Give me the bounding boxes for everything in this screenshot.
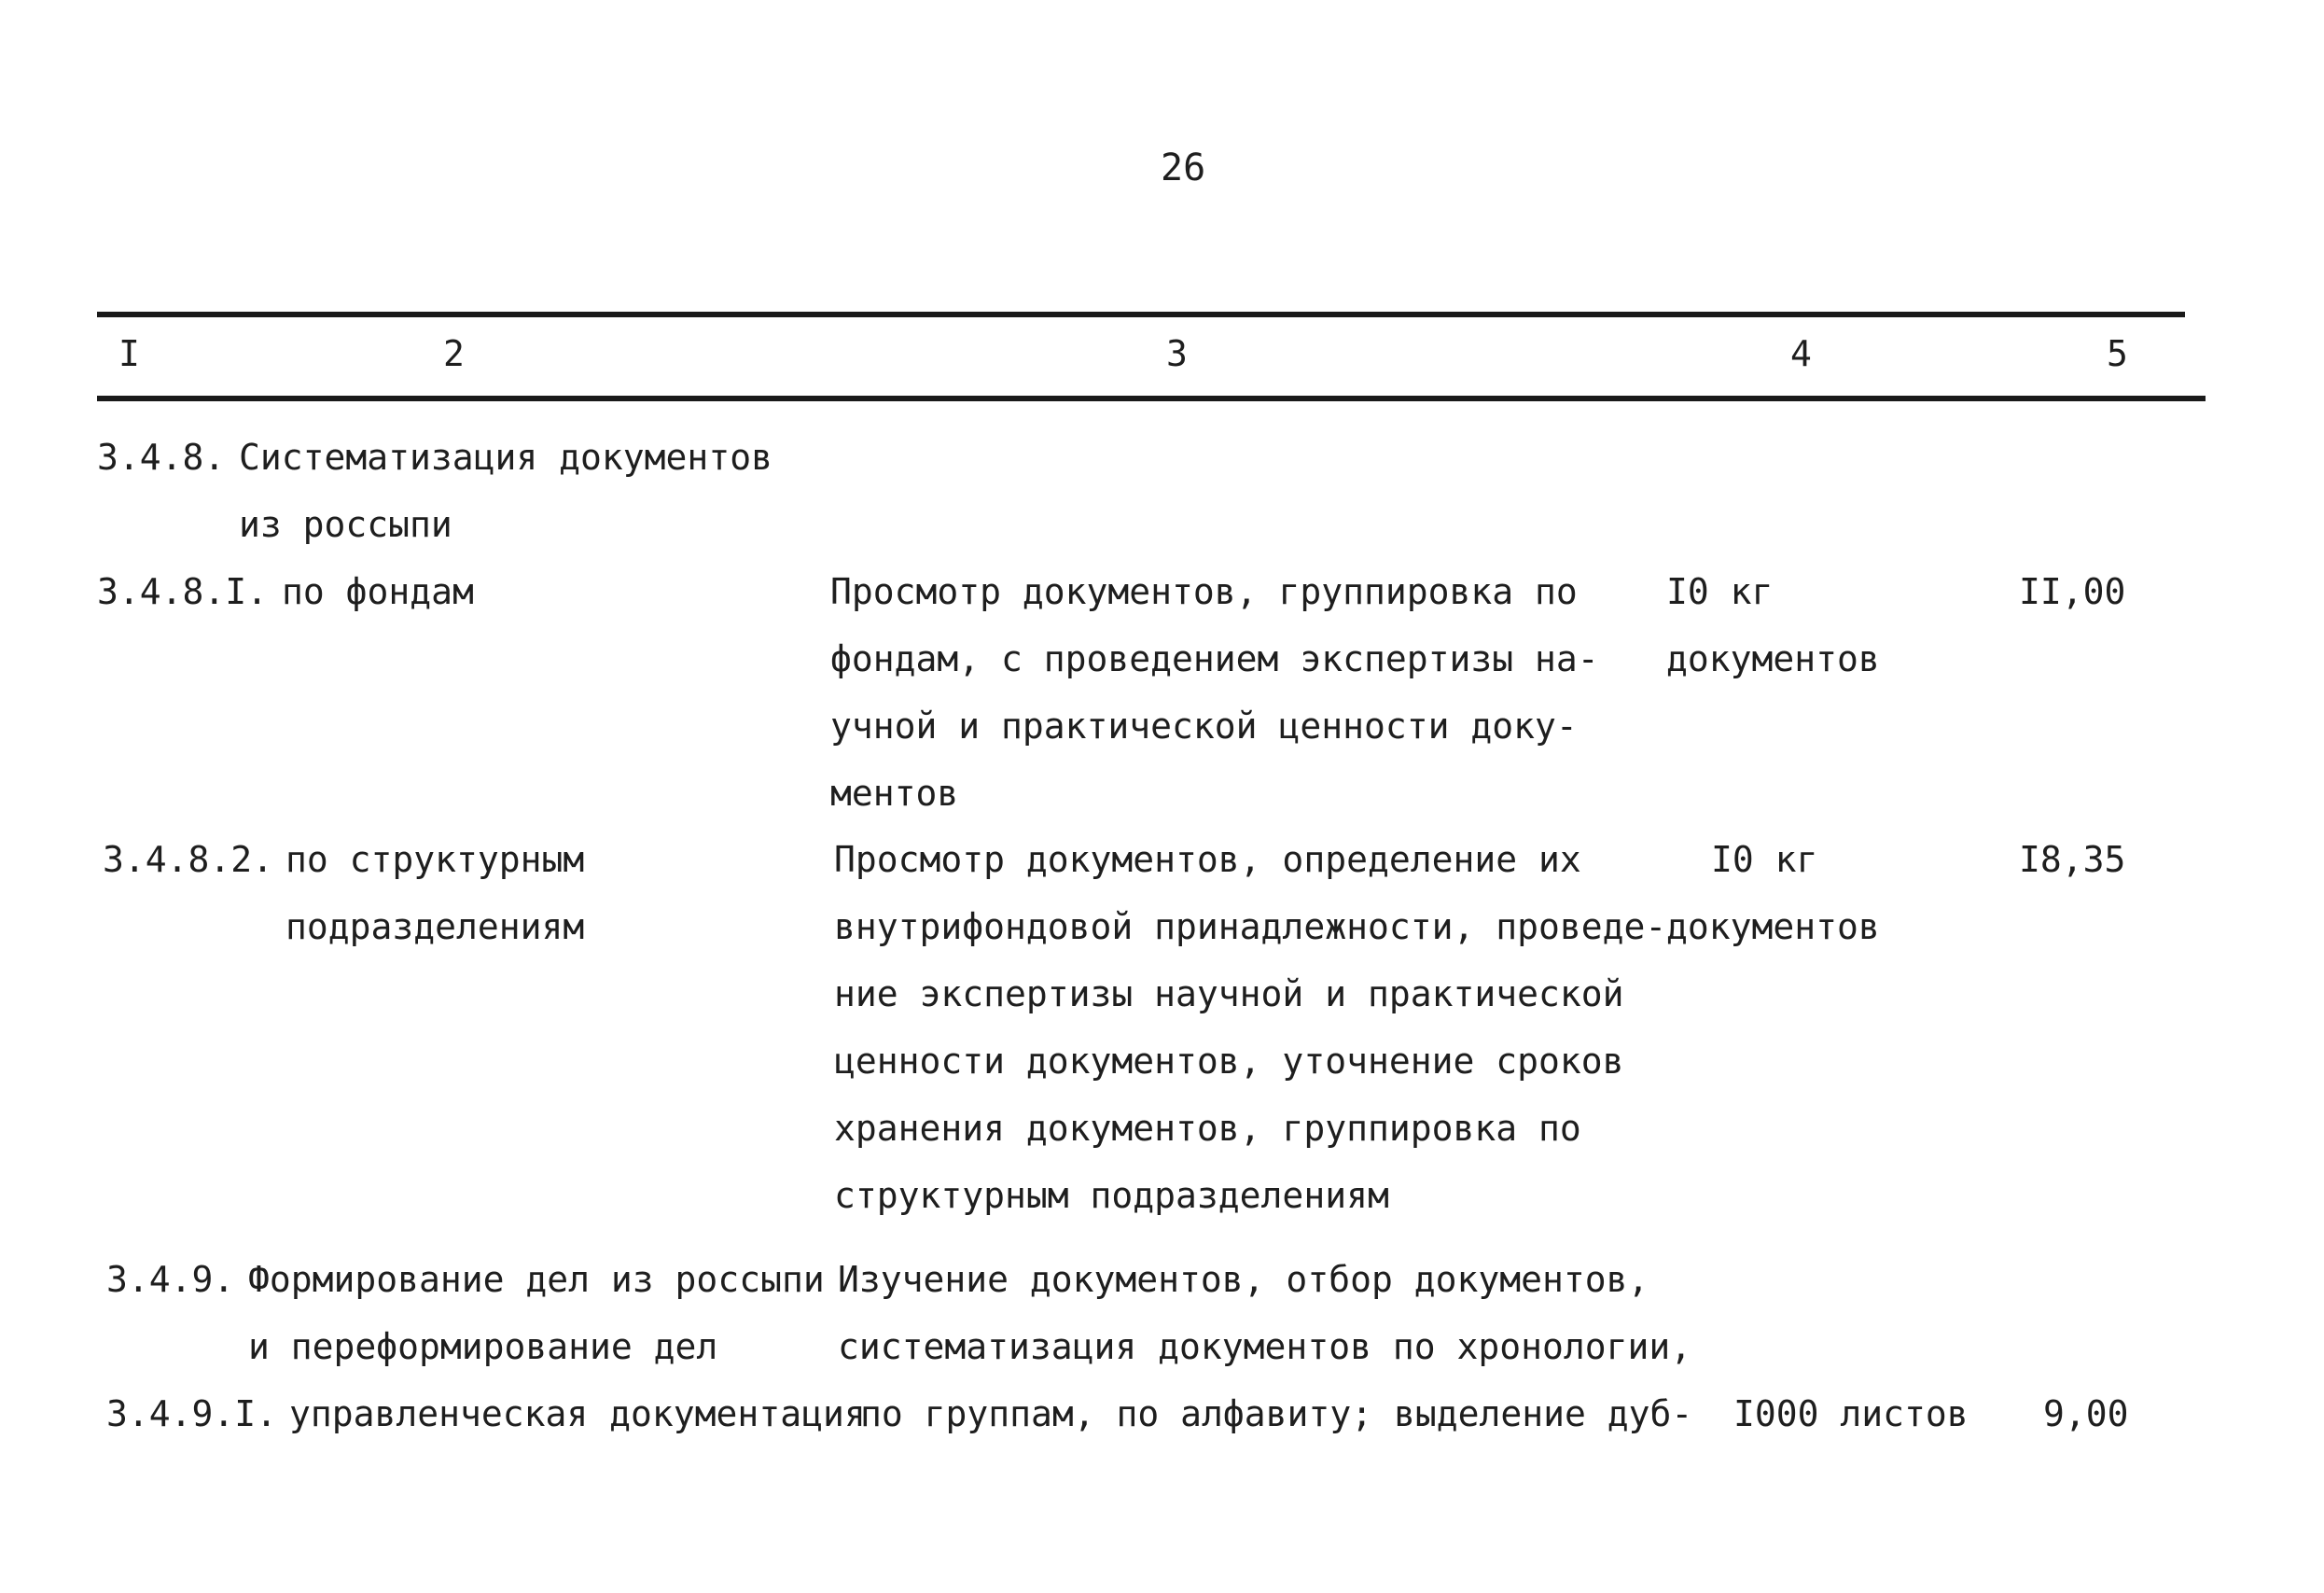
row-unit-line: документов bbox=[1666, 906, 1880, 947]
row-name-line: и переформирование дел bbox=[248, 1326, 718, 1367]
row-unit-line: I000 листов bbox=[1733, 1393, 1969, 1434]
row-name-line: подразделениям bbox=[285, 906, 585, 947]
row-desc-line: Просмотр документов, определение их bbox=[834, 839, 1581, 880]
row-desc-line: ментов bbox=[830, 773, 959, 814]
row-desc-line: ценности документов, уточнение сроков bbox=[834, 1041, 1624, 1082]
row-code: 3.4.8.I. bbox=[97, 571, 269, 612]
row-code: 3.4.8.2. bbox=[103, 839, 274, 880]
row-desc-line: учной и практической ценности доку- bbox=[830, 706, 1578, 747]
row-code: 3.4.9. bbox=[106, 1259, 235, 1300]
row-unit-line: I0 кг bbox=[1711, 839, 1818, 880]
row-code: 3.4.9.I. bbox=[106, 1393, 278, 1434]
row-desc-line: внутрифондовой принадлежности, проведе- bbox=[834, 906, 1667, 947]
row-name-line: по фондам bbox=[282, 571, 474, 612]
row-unit-line: I0 кг bbox=[1666, 571, 1774, 612]
row-norm: II,00 bbox=[2019, 571, 2126, 612]
table-top-rule bbox=[97, 312, 2185, 317]
row-name-line: из россыпи bbox=[239, 504, 452, 545]
row-desc-line: Просмотр документов, группировка по bbox=[830, 571, 1578, 612]
row-name-line: управленческая документация bbox=[289, 1393, 866, 1434]
header-col-3: 3 bbox=[1166, 333, 1188, 374]
header-col-5: 5 bbox=[2107, 333, 2128, 374]
row-desc-line: по группам, по алфавиту; выделение дуб- bbox=[860, 1393, 1693, 1434]
header-col-2: 2 bbox=[443, 333, 465, 374]
header-col-1: I bbox=[118, 333, 140, 374]
row-unit-line: документов bbox=[1666, 638, 1880, 679]
row-name-line: Формирование дел из россыпи bbox=[248, 1259, 825, 1300]
row-name-line: Систематизация документов bbox=[239, 437, 772, 478]
row-desc-line: фондам, с проведением экспертизы на- bbox=[830, 638, 1599, 679]
row-name-line: по структурным bbox=[285, 839, 585, 880]
table-header-rule bbox=[97, 396, 2206, 401]
header-col-4: 4 bbox=[1790, 333, 1812, 374]
row-desc-line: хранения документов, группировка по bbox=[834, 1108, 1581, 1149]
row-desc-line: Изучение документов, отбор документов, bbox=[838, 1259, 1649, 1300]
row-norm: 9,00 bbox=[2043, 1393, 2129, 1434]
row-norm: I8,35 bbox=[2019, 839, 2126, 880]
row-desc-line: структурным подразделениям bbox=[834, 1175, 1389, 1216]
row-desc-line: ние экспертизы научной и практической bbox=[834, 973, 1624, 1014]
page-number: 26 bbox=[1161, 147, 1206, 189]
row-code: 3.4.8. bbox=[97, 437, 226, 478]
row-desc-line: систематизация документов по хронологии, bbox=[838, 1326, 1692, 1367]
